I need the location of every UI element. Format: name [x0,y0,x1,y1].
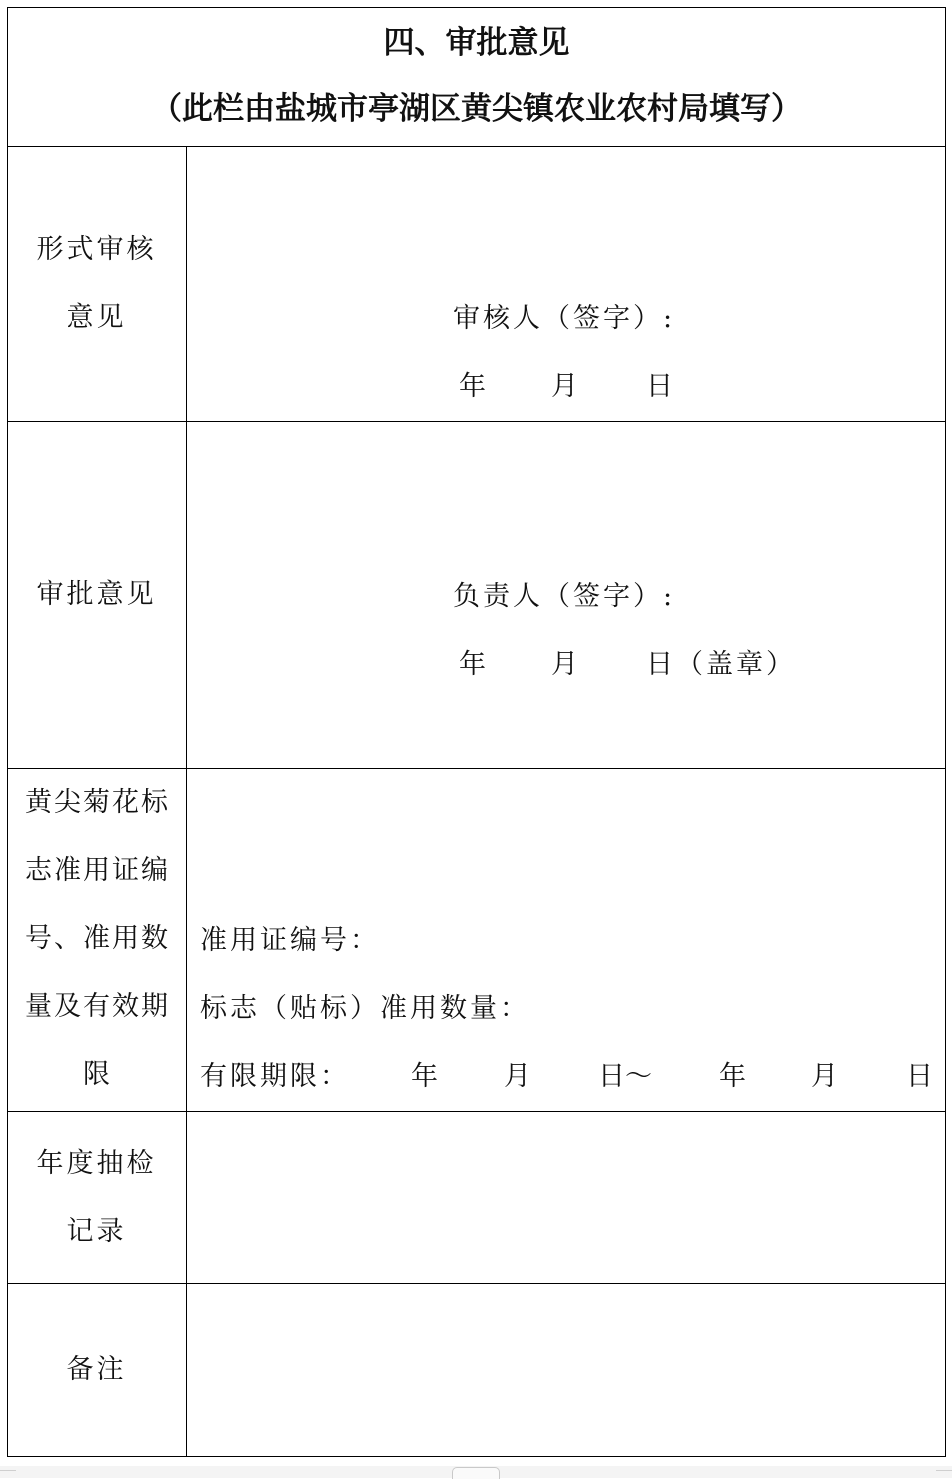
section-title: 四、审批意见 [383,25,570,61]
border-right [945,7,946,1457]
label-quantity-field[interactable]: 标志（贴标）准用数量： [200,993,530,1024]
approval-label: 审批意见 [36,579,157,610]
period-end-day: 日 [906,1061,933,1092]
divider-row4 [7,1283,946,1284]
edge-marker-right [936,1470,952,1471]
period-start-year: 年 [411,1061,438,1092]
annual-inspection-field[interactable] [188,1113,944,1282]
formal-review-label: 形式审核 意见 [36,234,157,333]
period-start-month: 月 [504,1061,531,1092]
approver-signature-field[interactable]: 负责人（签字）: [453,581,676,612]
annual-inspection-label: 年度抽检 记录 [36,1148,157,1247]
divider-header [7,146,946,147]
validity-period-label: 有限期限： [200,1061,350,1092]
remarks-field[interactable] [188,1285,944,1455]
approval-date-year: 年 [459,649,486,680]
border-top [7,7,946,8]
border-bottom [7,1456,946,1457]
reviewer-signature-field[interactable]: 审核人（签字）: [453,303,676,334]
divider-row1 [7,421,946,422]
review-date-year: 年 [459,371,486,402]
section-subtitle: （此栏由盐城市亭湖区黄尖镇农业农村局填写） [151,91,802,127]
review-date-month: 月 [551,371,578,402]
edge-marker-left [0,1470,16,1471]
approval-date-month: 月 [551,649,578,680]
period-end-year: 年 [719,1061,746,1092]
license-label: 黄尖菊花标 志准用证编 号、准用数 量及有效期 限 [25,787,170,1090]
period-start-day: 日～ [598,1061,652,1092]
remarks-label: 备注 [66,1354,127,1385]
period-end-month: 月 [811,1061,838,1092]
divider-row3 [7,1111,946,1112]
license-number-field[interactable]: 准用证编号： [200,925,380,956]
approval-form-table [7,7,946,1457]
approval-date-day-seal: 日（盖章） [646,649,796,680]
drag-handle[interactable] [452,1467,500,1479]
review-date-day: 日 [646,371,673,402]
